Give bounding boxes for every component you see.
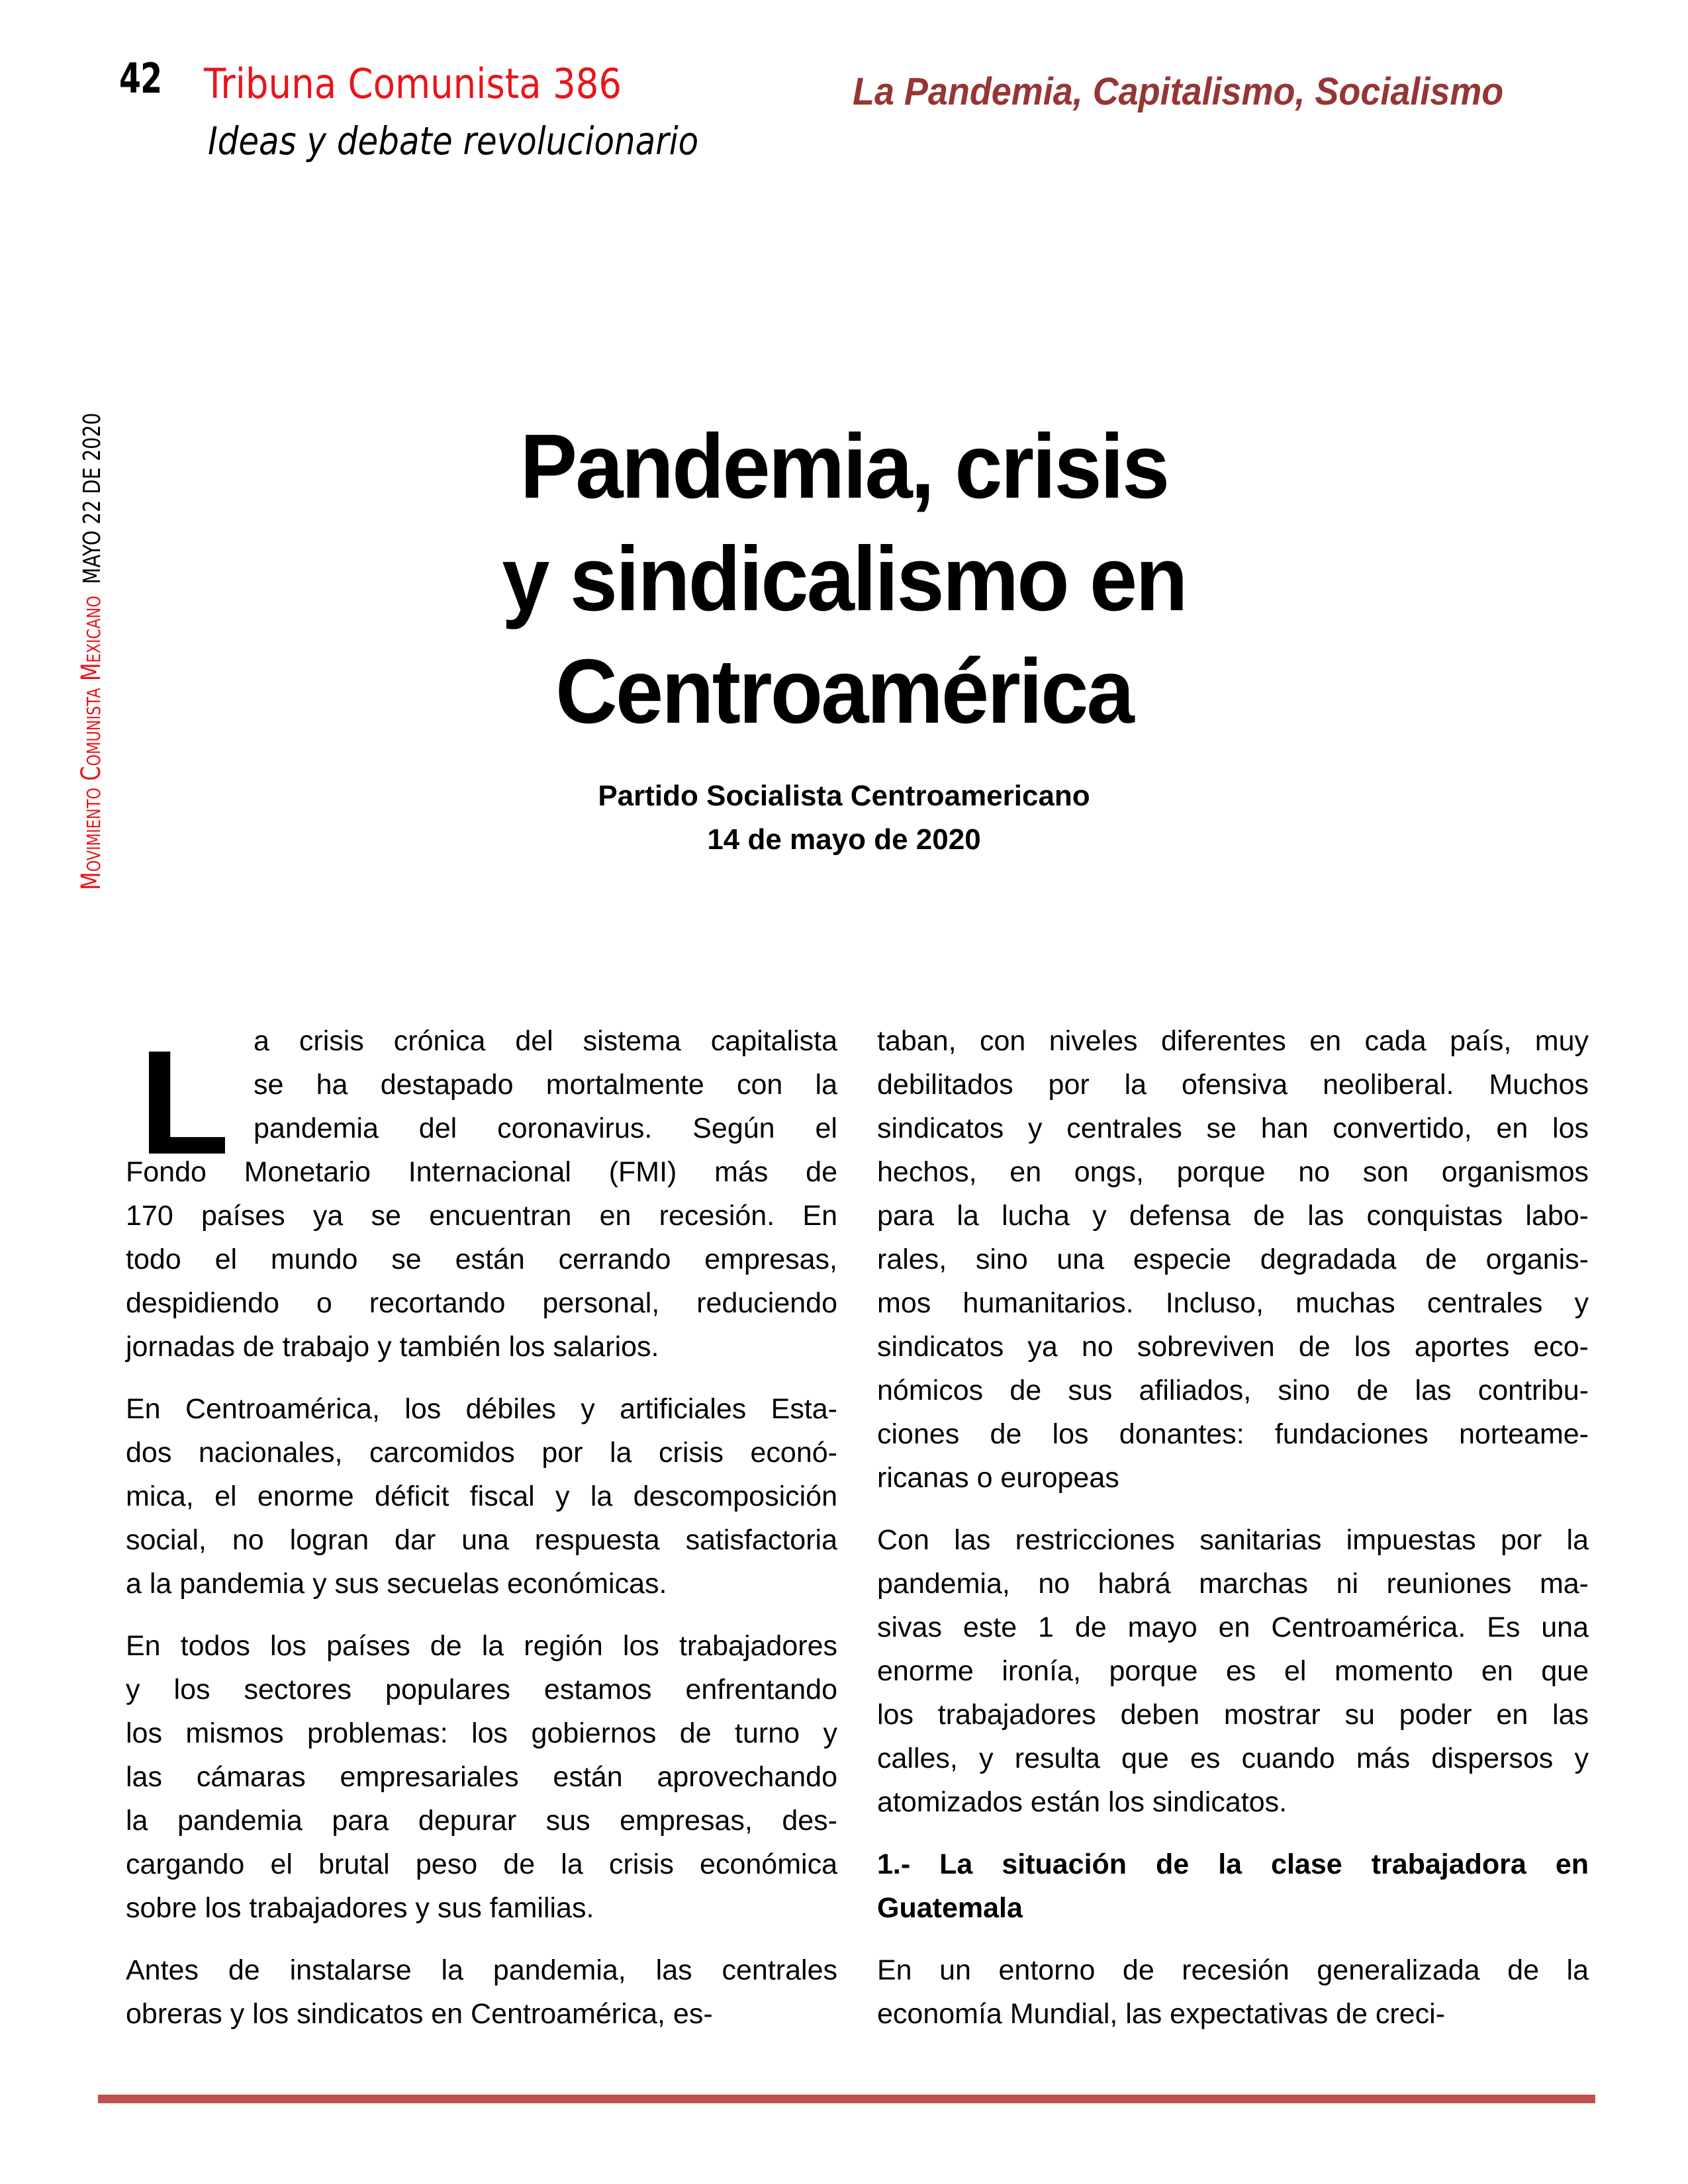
text-line: Antes de instalarse la pandemia, las centrales	[126, 1954, 837, 1986]
text-line: para la lucha y defensa de las conquistas labo-	[877, 1200, 1589, 1232]
right-column	[877, 1019, 1589, 2036]
article-author: Partido Socialista Centroamericano	[598, 780, 1090, 812]
text-line: En un entorno de recesión generalizada de la	[877, 1954, 1589, 1986]
text-line: mos humanitarios. Incluso, muchas centrales y	[877, 1287, 1589, 1319]
byline	[0, 774, 1688, 862]
article-date: 14 de mayo de 2020	[707, 823, 981, 856]
text-line: a crisis crónica del sistema capitalista	[254, 1025, 837, 1057]
paragraph	[126, 1948, 837, 2036]
section-heading	[877, 1843, 1589, 1930]
text-line: enorme ironía, porque es el momento en que	[877, 1655, 1589, 1687]
text-line: sivas este 1 de mayo en Centroamérica. Es una	[877, 1612, 1589, 1643]
page-number: 42	[119, 54, 162, 103]
article-title	[0, 410, 1688, 748]
drop-cap: L	[139, 1020, 230, 1185]
text-line: mica, el enorme déficit fiscal y la descomposición	[126, 1480, 837, 1512]
text-line: jornadas de trabajo y también los salarios.	[126, 1331, 659, 1363]
text-line: taban, con niveles diferentes en cada país, muy	[877, 1025, 1589, 1057]
text-line: Fondo Monetario Internacional (FMI) más de	[126, 1156, 837, 1188]
text-line: rales, sino una especie degradada de organis-	[877, 1244, 1589, 1275]
sidebar-organization: Movimiento Comunista Mexicano	[76, 596, 107, 890]
text-line: Guatemala	[877, 1892, 1023, 1924]
text-line: los trabajadores deben mostrar su poder en las	[877, 1699, 1589, 1731]
paragraph-gap	[877, 1824, 1589, 1843]
paragraph	[877, 1948, 1589, 2036]
text-line: economía Mundial, las expectativas de creci-	[877, 1998, 1446, 2030]
article-title-line: Centroamérica	[555, 641, 1133, 743]
text-line: pandemia, no habrá marchas ni reuniones ma-	[877, 1568, 1589, 1600]
text-line: a la pandemia y sus secuelas económicas.	[126, 1568, 667, 1600]
text-line: despidiendo o recortando personal, reduciendo	[126, 1287, 837, 1319]
paragraph	[877, 1518, 1589, 1824]
text-line: obreras y los sindicatos en Centroamérica, es-	[126, 1998, 713, 2030]
text-line: calles, y resulta que es cuando más dispersos y	[877, 1743, 1589, 1774]
text-line: debilitados por la ofensiva neoliberal. Muchos	[877, 1069, 1589, 1101]
text-line: atomizados están los sindicatos.	[877, 1786, 1288, 1818]
footer-rule	[98, 2095, 1595, 2103]
paragraph	[126, 1019, 837, 1369]
paragraph	[126, 1387, 837, 1606]
text-line: se ha destapado mortalmente con la	[254, 1069, 837, 1101]
text-line: dos nacionales, carcomidos por la crisis econó-	[126, 1437, 837, 1469]
text-line: cargando el brutal peso de la crisis económica	[126, 1848, 837, 1880]
text-line: sindicatos y centrales se han convertido, en los	[877, 1113, 1589, 1144]
magazine-title: Tribuna Comunista 386	[204, 60, 622, 108]
text-line: y los sectores populares estamos enfrentando	[126, 1674, 837, 1706]
paragraph	[877, 1019, 1589, 1500]
text-line: pandemia del coronavirus. Según el	[254, 1113, 837, 1144]
paragraph-gap	[126, 1930, 837, 1948]
text-line: la pandemia para depurar sus empresas, des-	[126, 1805, 837, 1837]
sidebar-date: MAYO 22 DE 2020	[79, 412, 106, 584]
text-line: sindicatos ya no sobreviven de los aportes eco-	[877, 1331, 1589, 1363]
text-line: las cámaras empresariales están aprovechando	[126, 1761, 837, 1793]
text-line: 170 países ya se encuentran en recesión. En	[126, 1200, 837, 1232]
article-title-line: Pandemia, crisis	[520, 416, 1168, 518]
magazine-subtitle: Ideas y debate revolucionario	[208, 118, 699, 163]
paragraph-gap	[877, 1500, 1589, 1518]
paragraph-gap	[877, 1930, 1589, 1948]
text-line: social, no logran dar una respuesta satisfactoria	[126, 1524, 837, 1556]
text-line: sobre los trabajadores y sus familias.	[126, 1892, 594, 1924]
text-line: ciones de los donantes: fundaciones norteame-	[877, 1418, 1589, 1450]
text-line: ricanas o europeas	[877, 1462, 1119, 1494]
text-line: hechos, en ongs, porque no son organismos	[877, 1156, 1589, 1188]
article-title-line: y sindicalismo en	[502, 528, 1186, 630]
paragraph	[126, 1624, 837, 1930]
section-title: La Pandemia, Capitalismo, Socialismo	[853, 70, 1504, 113]
text-line: Con las restricciones sanitarias impuestas por la	[877, 1524, 1589, 1556]
text-line: En todos los países de la región los trabajadores	[126, 1630, 837, 1662]
text-line: los mismos problemas: los gobiernos de turno y	[126, 1717, 837, 1749]
text-line: 1.- La situación de la clase trabajadora en	[877, 1848, 1589, 1880]
text-line: En Centroamérica, los débiles y artificiales Esta-	[126, 1393, 837, 1425]
text-line: nómicos de sus afiliados, sino de las contribu-	[877, 1375, 1589, 1406]
text-line: todo el mundo se están cerrando empresas,	[126, 1244, 837, 1275]
paragraph-gap	[126, 1606, 837, 1624]
left-column	[126, 1019, 837, 2036]
paragraph-gap	[126, 1369, 837, 1387]
